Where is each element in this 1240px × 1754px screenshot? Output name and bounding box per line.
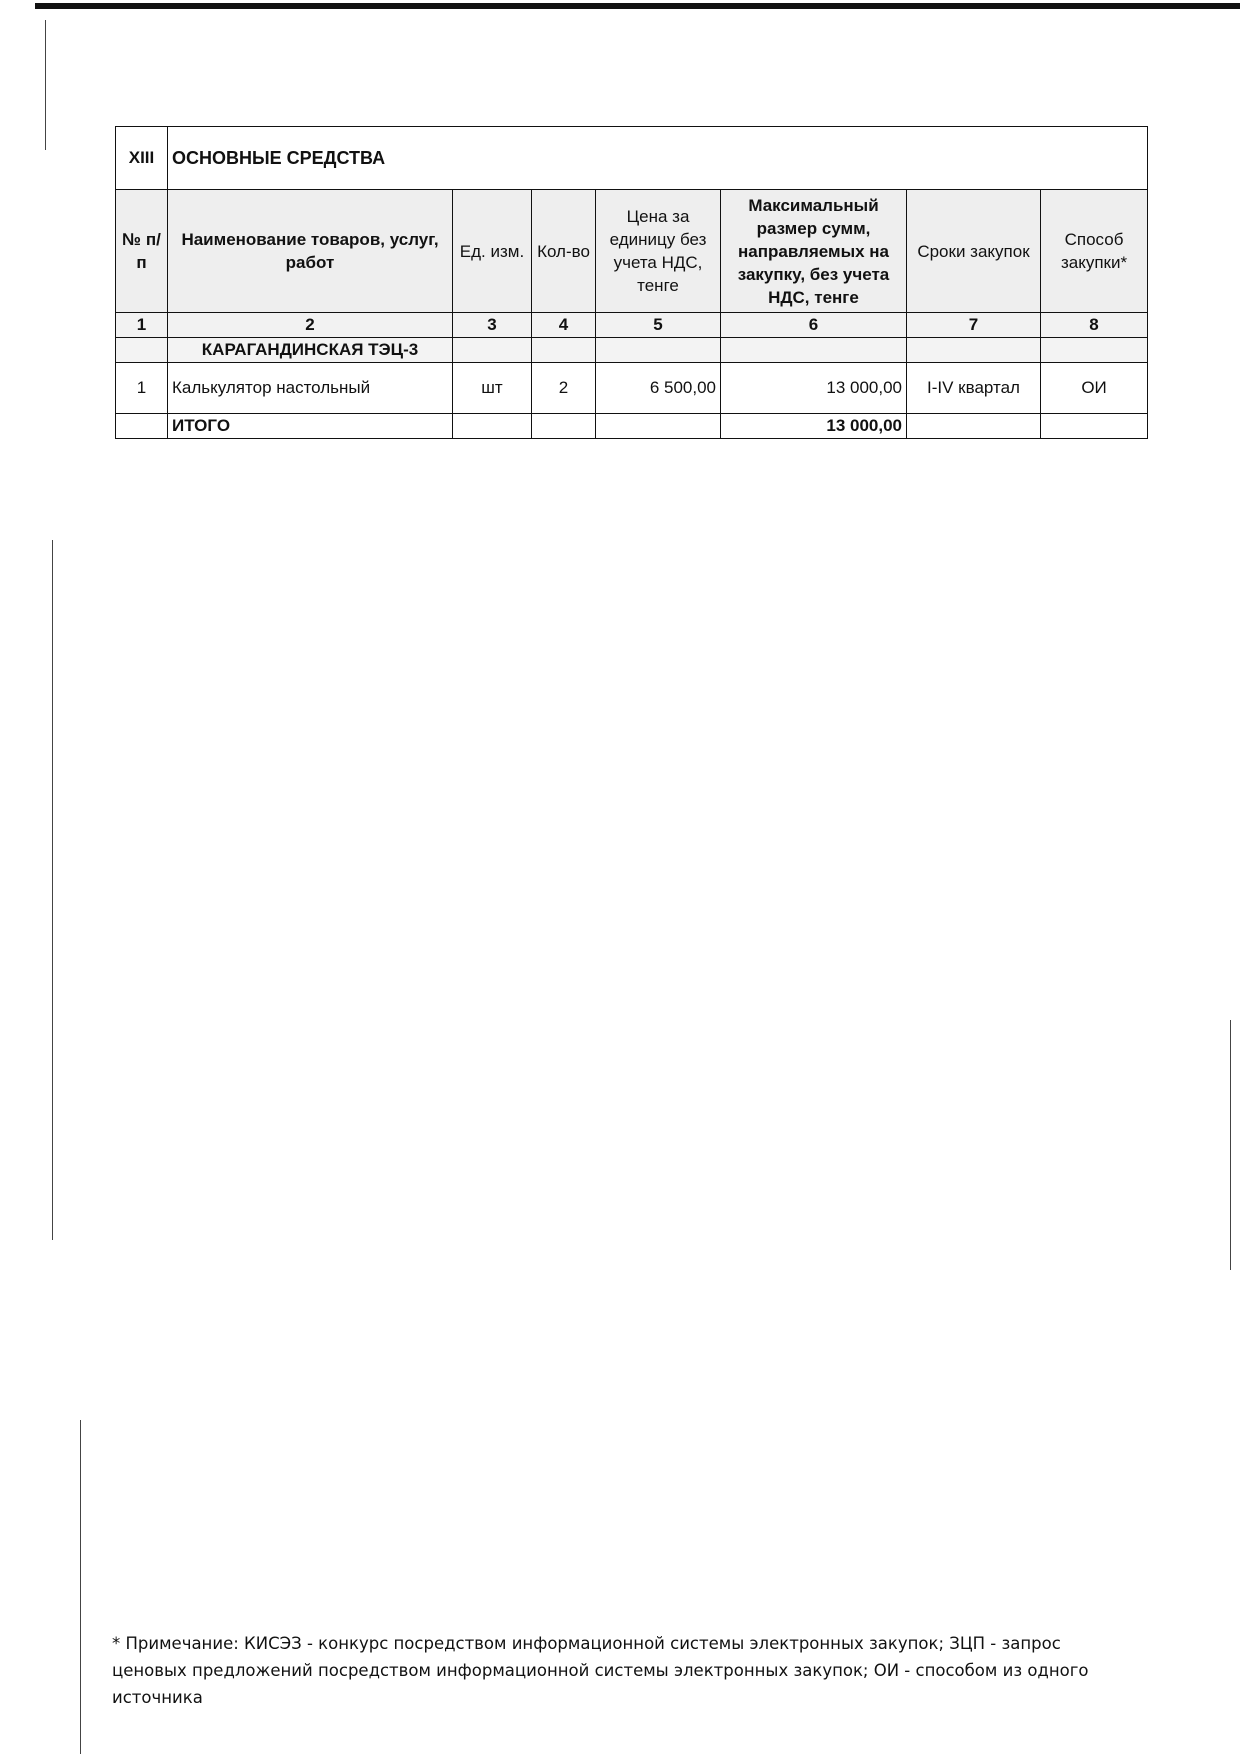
header-row <box>116 190 1148 313</box>
scan-top-border <box>35 3 1240 9</box>
col-header-name: Наименование товаров, услуг, работ <box>168 190 453 313</box>
scan-edge-mark <box>45 20 46 150</box>
column-number: 2 <box>168 313 453 338</box>
total-empty-cell <box>532 414 596 439</box>
col-header-unit: Ед. изм. <box>453 190 532 313</box>
footnote: * Примечание: КИСЭЗ - конкурс посредством информационной системы электронных закупок; ЗЦП - запрос ценовых предложений посредством информационной системы электронных закупок; ОИ - способом из одного источника <box>112 1634 1089 1707</box>
column-number: 8 <box>1041 313 1148 338</box>
item-no: 1 <box>116 363 168 414</box>
item-price: 6 500,00 <box>596 363 721 414</box>
section-number: XIII <box>116 127 168 190</box>
item-name: Калькулятор настольный <box>168 363 453 414</box>
scan-edge-mark <box>80 1420 81 1754</box>
total-empty-cell <box>116 414 168 439</box>
column-number: 6 <box>721 313 907 338</box>
column-number: 7 <box>907 313 1041 338</box>
table-row <box>116 363 1148 414</box>
group-empty-cell <box>596 338 721 363</box>
group-empty-cell <box>907 338 1041 363</box>
total-empty-cell <box>596 414 721 439</box>
scan-edge-mark <box>52 540 53 1240</box>
column-number: 1 <box>116 313 168 338</box>
section-title: ОСНОВНЫЕ СРЕДСТВА <box>168 127 1148 190</box>
total-empty-cell <box>453 414 532 439</box>
group-row <box>116 338 1148 363</box>
total-empty-cell <box>907 414 1041 439</box>
col-header-qty: Кол-во <box>532 190 596 313</box>
scan-edge-mark <box>1230 1020 1231 1270</box>
item-unit: шт <box>453 363 532 414</box>
procurement-table <box>115 126 1148 439</box>
column-number-row <box>116 313 1148 338</box>
group-empty-cell <box>1041 338 1148 363</box>
section-row <box>116 127 1148 190</box>
item-qty: 2 <box>532 363 596 414</box>
group-empty-cell <box>116 338 168 363</box>
group-empty-cell <box>453 338 532 363</box>
total-sum: 13 000,00 <box>721 414 907 439</box>
total-row <box>116 414 1148 439</box>
group-empty-cell <box>721 338 907 363</box>
group-name: КАРАГАНДИНСКАЯ ТЭЦ-3 <box>168 338 453 363</box>
column-number: 5 <box>596 313 721 338</box>
col-header-no: № п/п <box>116 190 168 313</box>
col-header-max-sum: Максимальный размер сумм, направляемых на закупку, без учета НДС, тенге <box>721 190 907 313</box>
item-period: I-IV квартал <box>907 363 1041 414</box>
item-max-sum: 13 000,00 <box>721 363 907 414</box>
total-empty-cell <box>1041 414 1148 439</box>
group-empty-cell <box>532 338 596 363</box>
column-number: 4 <box>532 313 596 338</box>
col-header-price: Цена за единицу без учета НДС, тенге <box>596 190 721 313</box>
col-header-period: Сроки закупок <box>907 190 1041 313</box>
item-method: ОИ <box>1041 363 1148 414</box>
column-number: 3 <box>453 313 532 338</box>
col-header-method: Способ закупки* <box>1041 190 1148 313</box>
total-label: ИТОГО <box>168 414 453 439</box>
